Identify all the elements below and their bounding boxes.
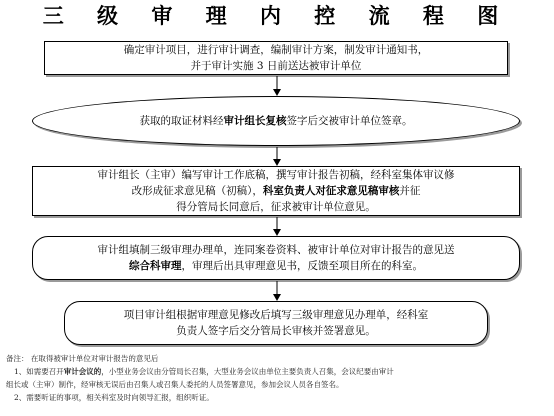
step-5-line-1: 项目审计组根据审理意见修改后填写三级审理意见办理单，经科室 (123, 309, 429, 321)
step-2-text-post: 签字后交被审计单位签章。 (286, 115, 413, 127)
step-3-line-1: 审计组长（主审）编写审计工作底稿，撰写审计报告初稿，经科室集体审议修 (97, 169, 455, 181)
step-5-line-2: 负责人签字后交分管局长审核并签署意见。 (176, 325, 376, 337)
step-3-line-2-post: 并征 (399, 185, 421, 197)
step-4-line-2-post: ，审理后出具审理意见书，反馈至项目所在的科室。 (181, 260, 423, 272)
step-3-line-2-pre: 改形成征求意见稿（初稿）， (131, 185, 263, 197)
note-1-line-2: 组长或（主审）制作，经审核无误后由召集人或召集人委托的人员签署意见，参加会议人员各自签名。 (6, 380, 344, 389)
arrow-2 (272, 147, 282, 166)
step-4-box (32, 236, 520, 280)
notes-header: 备注： 在取得被审计单位对审计报告的意见后 (6, 354, 159, 363)
step-1-line-2: 并于审计实施 3 日前送达被审计单位 (190, 60, 362, 72)
step-3-box (32, 166, 520, 216)
step-4-line-2-bold: 综合科审理 (129, 260, 182, 272)
step-2-text-pre: 获取的取证材料经 (139, 115, 224, 127)
arrow-1 (272, 76, 282, 96)
page-title: 三 级 审 理 内 控 流 程 图 (42, 3, 512, 28)
note-1-pre: 1、如需要召开 (14, 367, 64, 376)
arrow-4 (272, 281, 282, 301)
step-4-line-1: 审计组填制三级审理办理单，连同案卷资料、被审计单位对审计报告的意见送 (97, 244, 455, 256)
note-1-post: ，小型业务会议由分管局长召集，大型业务会议由单位主要负责人召集，会议纪要由审计 (101, 367, 394, 376)
note-1-bold: 审计会议的 (63, 367, 102, 376)
note-2: 2、需要听证的事项，相关科室及时向领导汇报，组织听证。 (14, 393, 214, 402)
step-2-text-bold: 审计组长复核 (223, 115, 287, 127)
step-3-line-3: 得分管局长同意后，征求被审计单位意见。 (176, 201, 376, 213)
step-5-box (64, 301, 488, 345)
arrow-3 (272, 217, 282, 236)
step-2-oval (32, 96, 520, 146)
step-1-box (44, 41, 508, 75)
step-3-line-2-bold: 科室负责人对征求意见稿审核 (262, 185, 400, 197)
step-1-line-1: 确定审计项目，进行审计调查，编制审计方案，制发审计通知书， (123, 44, 429, 56)
notes (6, 352, 552, 404)
